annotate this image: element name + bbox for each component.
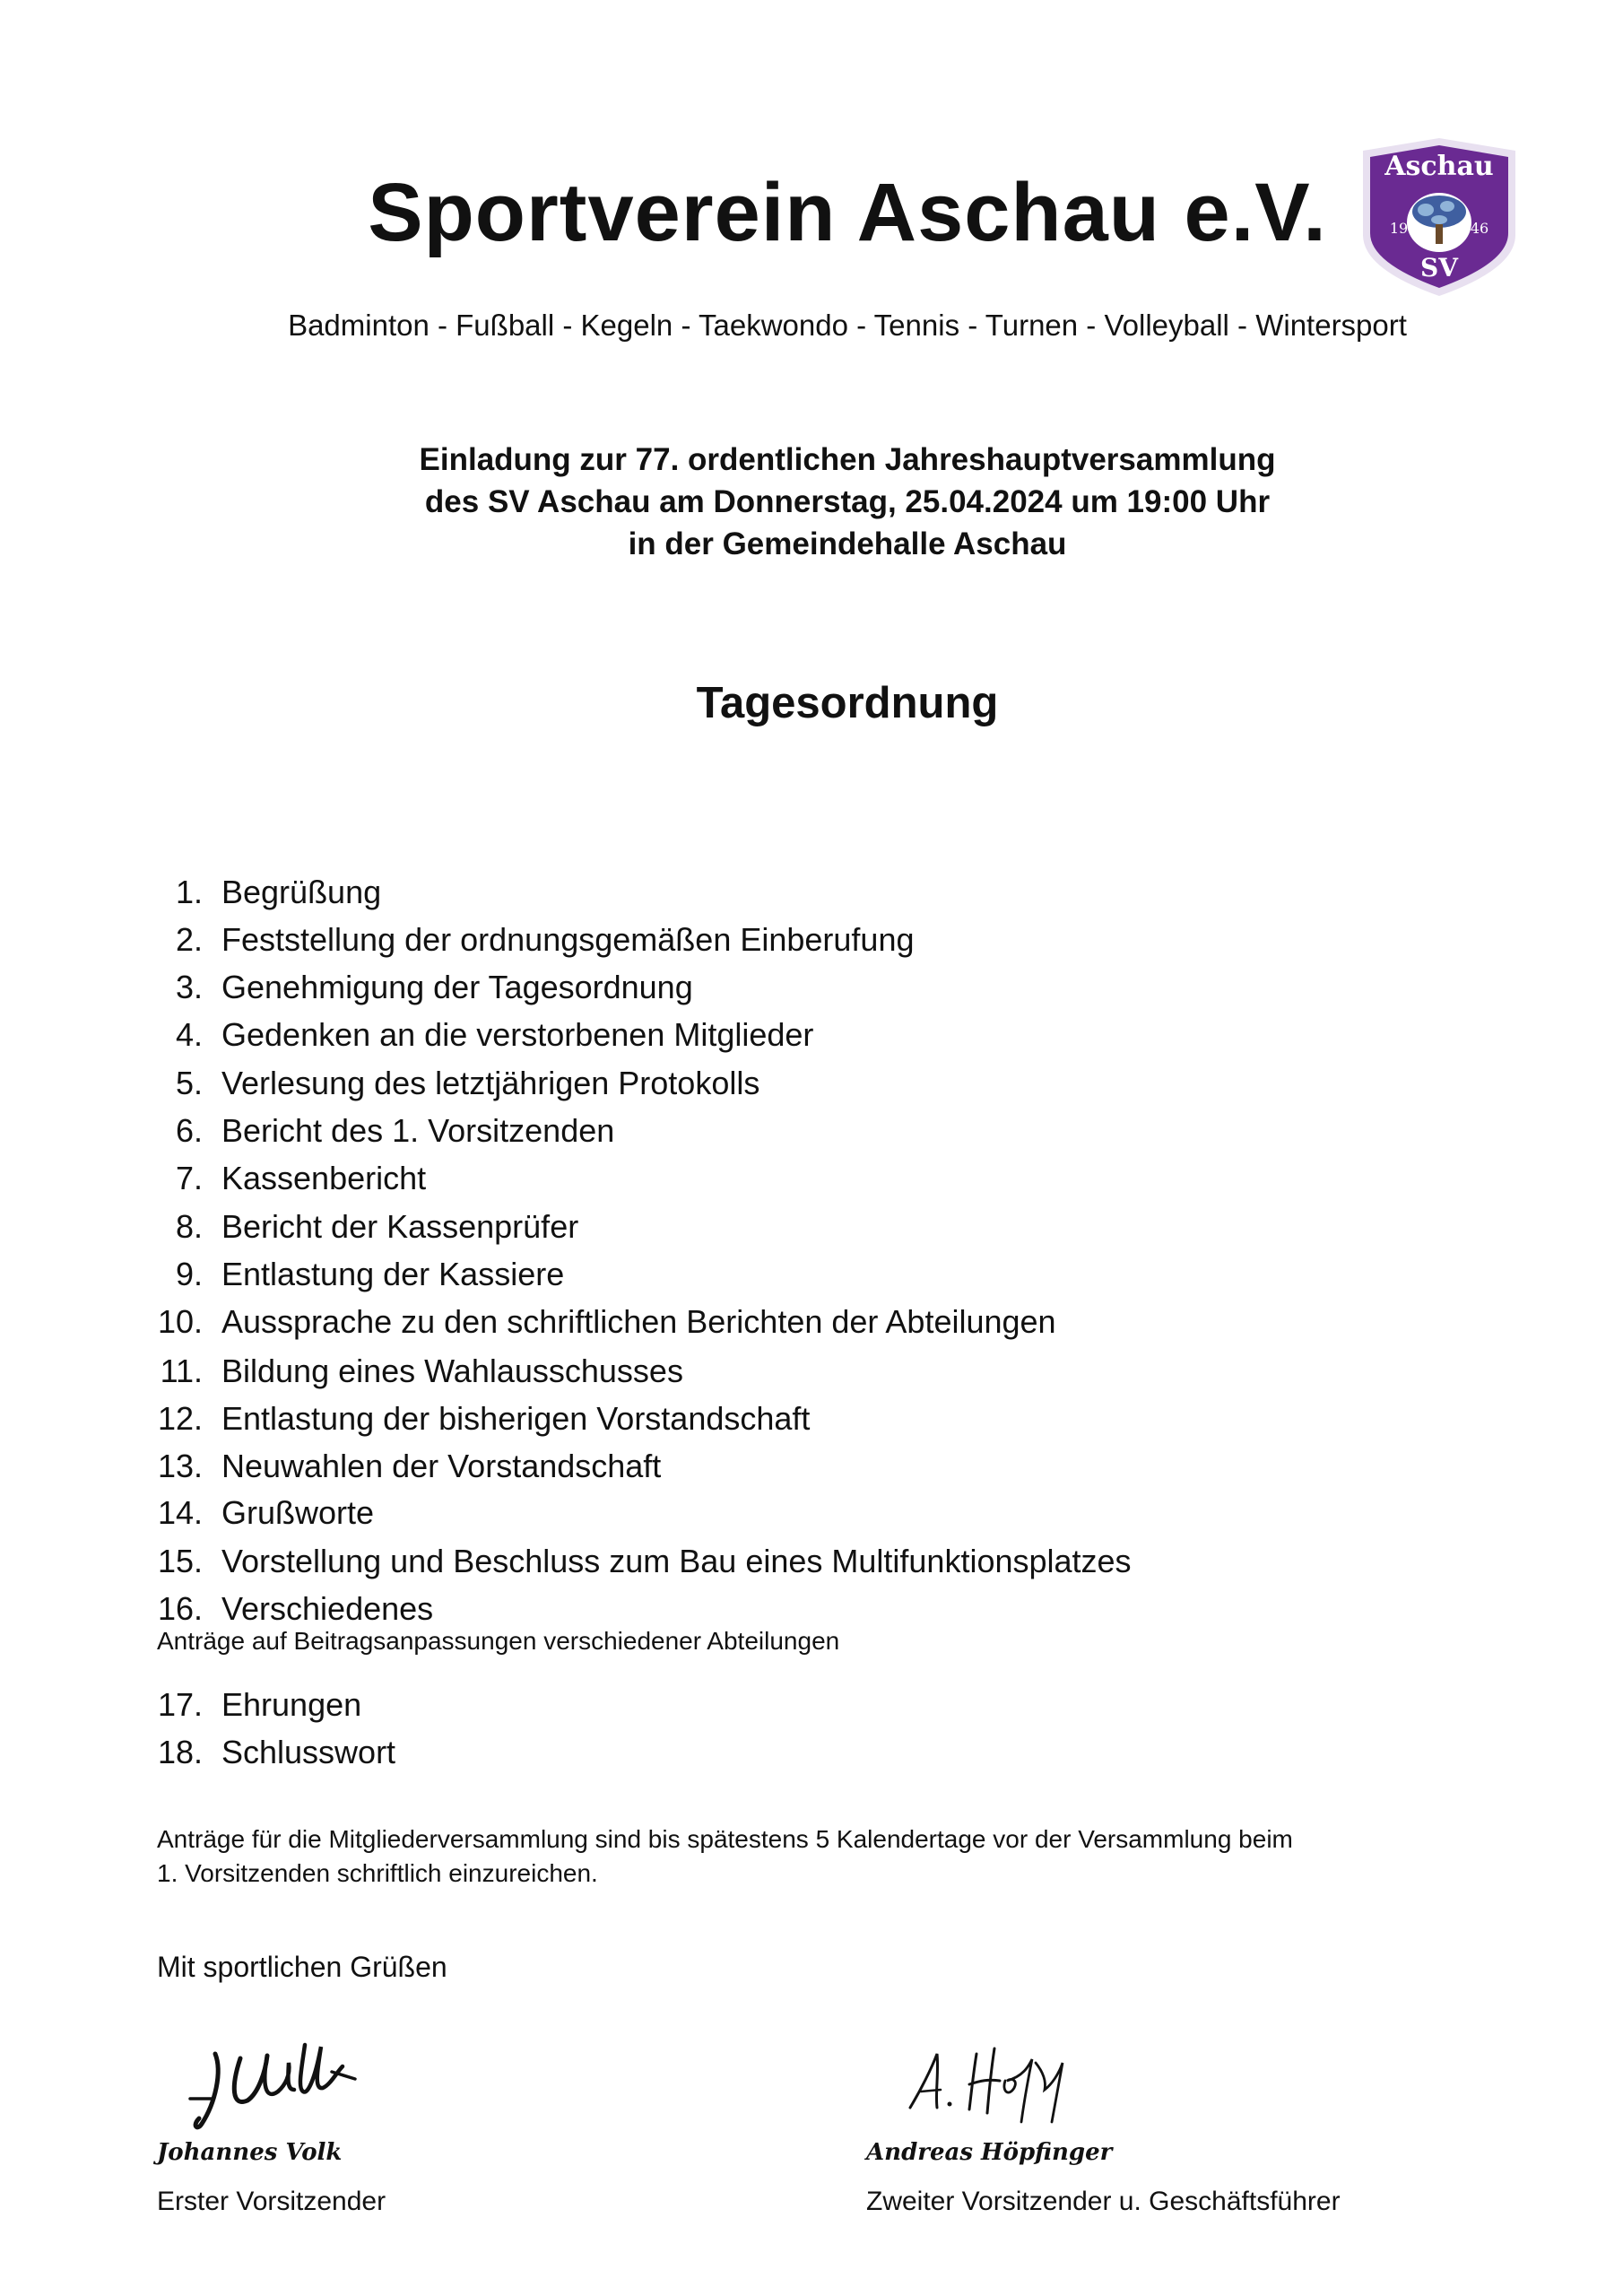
closing-greeting: Mit sportlichen Grüßen xyxy=(157,1951,447,1983)
agenda-item-number: 9. xyxy=(175,1256,203,1292)
logo-year-left: 19 xyxy=(1389,220,1409,237)
invitation-line-1: Einladung zur 77. ordentlichen Jahreshauptversammlung xyxy=(419,442,1276,477)
agenda-item-number: 10. xyxy=(157,1303,203,1340)
agenda-item-text: Ehrungen xyxy=(221,1686,362,1723)
agenda-item-number: 1. xyxy=(175,874,203,910)
signer-right-role: Zweiter Vorsitzender u. Geschäftsführer xyxy=(866,2187,1341,2216)
agenda-item-text: Neuwahlen der Vorstandschaft xyxy=(221,1448,662,1484)
agenda-item-text: Feststellung der ordnungsgemäßen Einberufung xyxy=(221,921,915,958)
agenda-item-text: Schlusswort xyxy=(221,1734,396,1770)
agenda-item-number: 8. xyxy=(175,1208,203,1245)
logo-year-right: 46 xyxy=(1470,220,1489,237)
agenda-item-number: 14. xyxy=(157,1494,203,1531)
agenda-item-number: 15. xyxy=(157,1543,203,1579)
agenda-item-number: 13. xyxy=(157,1448,203,1484)
agenda-item-number: 6. xyxy=(175,1112,203,1149)
agenda-item-16-note: Anträge auf Beitragsanpassungen verschiedener Abteilungen xyxy=(157,1627,840,1655)
agenda-item-text: Grußworte xyxy=(221,1494,375,1531)
agenda-item-number: 3. xyxy=(175,969,203,1005)
sports-list: Badminton - Fußball - Kegeln - Taekwondo - Tennis - Turnen - Volleyball - Wintersport xyxy=(288,309,1407,342)
signer-left-role: Erster Vorsitzender xyxy=(157,2187,386,2216)
logo-bottom-text: SV xyxy=(1420,253,1458,283)
agenda-item-text: Entlastung der Kassiere xyxy=(221,1256,565,1292)
agenda-item-text: Aussprache zu den schriftlichen Berichten der Abteilungen xyxy=(221,1303,1056,1340)
signature-left-image xyxy=(179,2036,386,2144)
agenda-item-text: Vorstellung und Beschluss zum Bau eines Multifunktionsplatzes xyxy=(221,1543,1132,1579)
agenda-item-number: 16. xyxy=(157,1590,203,1627)
agenda-item-text: Bericht des 1. Vorsitzenden xyxy=(221,1112,615,1149)
agenda-item-text: Verschiedenes xyxy=(221,1590,434,1627)
logo-top-text: Aschau xyxy=(1384,151,1494,182)
invitation-line-3: in der Gemeindehalle Aschau xyxy=(628,526,1067,561)
submission-notice-line-2: 1. Vorsitzenden schriftlich einzureichen. xyxy=(157,1859,598,1887)
agenda-item-number: 4. xyxy=(175,1016,203,1053)
club-title: Sportverein Aschau e.V. xyxy=(368,167,1327,258)
agenda-heading: Tagesordnung xyxy=(696,679,999,727)
signer-right-name: Andreas Höpfinger xyxy=(866,2139,1113,2166)
agenda-item-text: Genehmigung der Tagesordnung xyxy=(221,969,693,1005)
agenda-item-number: 11. xyxy=(160,1352,203,1389)
agenda-item-text: Verlesung des letztjährigen Protokolls xyxy=(221,1065,760,1101)
submission-notice xyxy=(157,1822,1502,1891)
agenda-item-number: 5. xyxy=(175,1065,203,1101)
agenda-item-number: 17. xyxy=(157,1686,203,1723)
agenda-item-number: 2. xyxy=(175,921,203,958)
agenda-item-text: Kassenbericht xyxy=(221,1160,427,1196)
invitation-line-2: des SV Aschau am Donnerstag, 25.04.2024 um 19:00 Uhr xyxy=(424,484,1271,519)
agenda-item-text: Begrüßung xyxy=(221,874,382,910)
agenda-item-text: Entlastung der bisherigen Vorstandschaft xyxy=(221,1400,811,1437)
agenda-item-text: Gedenken an die verstorbenen Mitglieder xyxy=(221,1016,814,1053)
signature-right-image xyxy=(901,2036,1081,2135)
agenda-item-number: 7. xyxy=(175,1160,203,1196)
submission-notice-line-1: Anträge für die Mitgliederversammlung sind bis spätestens 5 Kalendertage vor der Versammlung beim xyxy=(157,1825,1293,1853)
signer-left-name: Johannes Volk xyxy=(157,2139,343,2166)
agenda-item-text: Bildung eines Wahlausschusses xyxy=(221,1352,683,1389)
agenda-item-text: Bericht der Kassenprüfer xyxy=(221,1208,579,1245)
agenda-item-number: 18. xyxy=(157,1734,203,1770)
agenda-item-number: 12. xyxy=(157,1400,203,1437)
